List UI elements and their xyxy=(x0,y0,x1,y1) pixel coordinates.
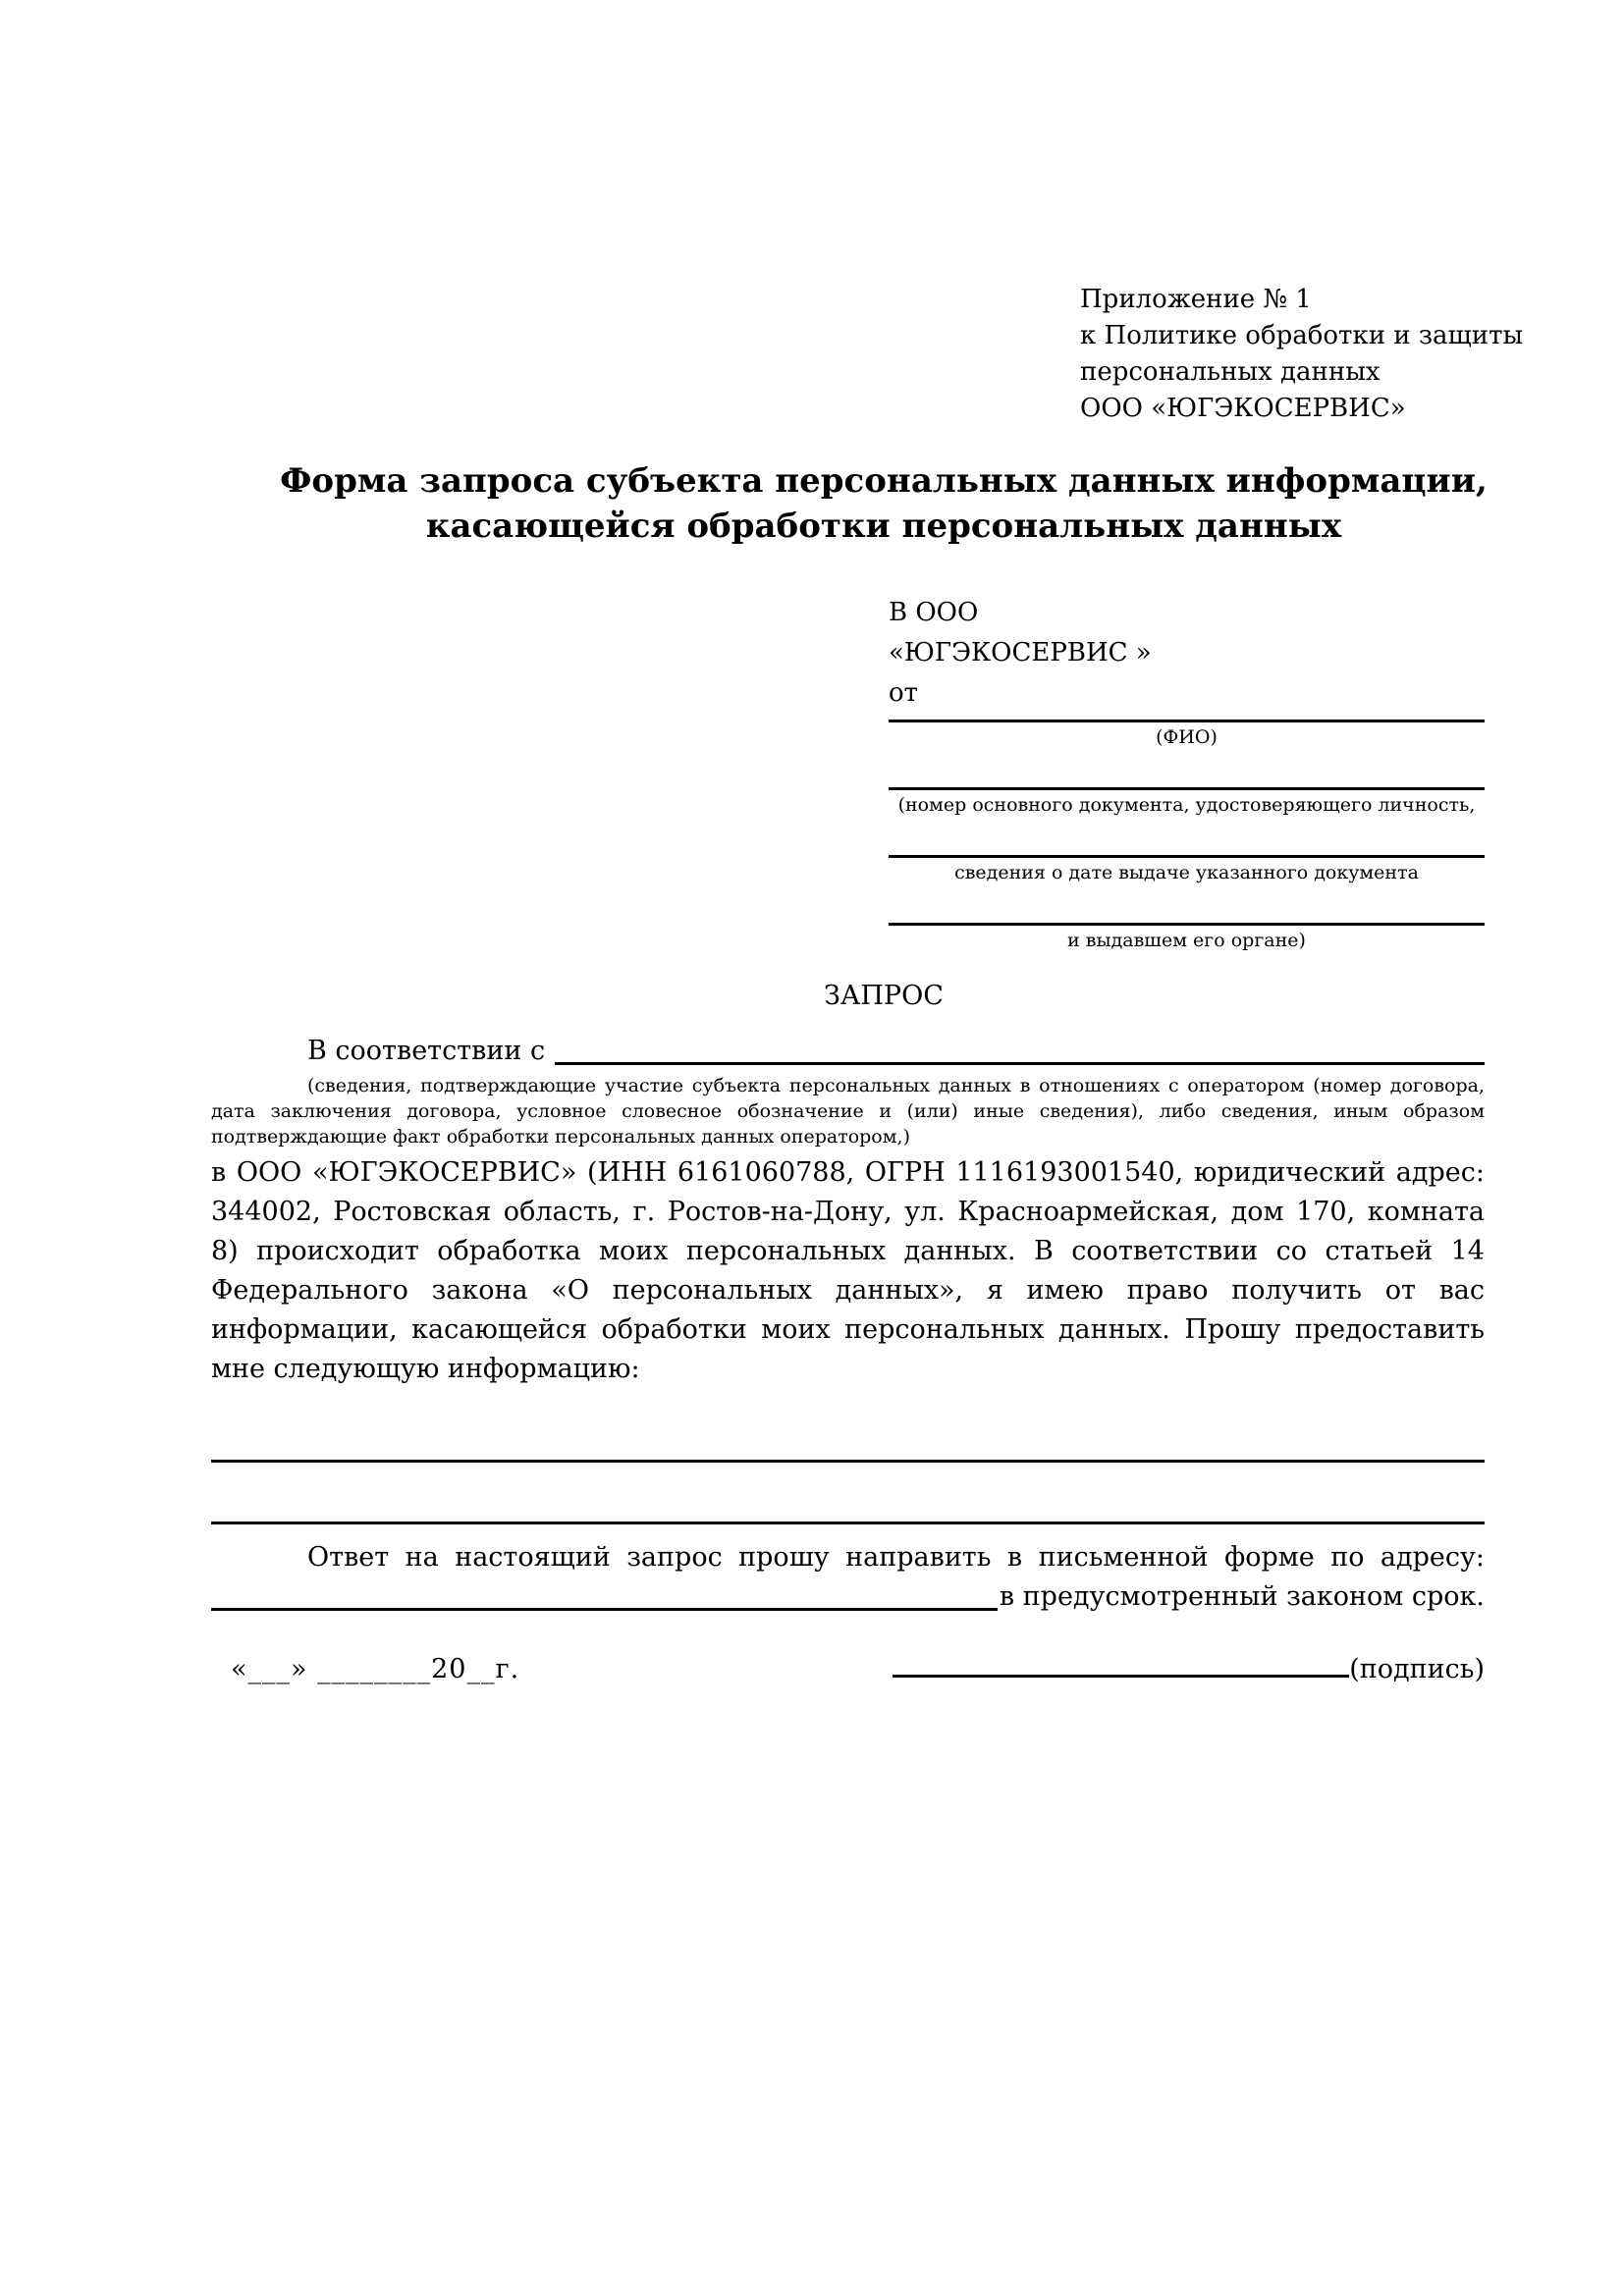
annex-line: Приложение № 1 xyxy=(1080,285,1312,314)
reply-suffix: в предусмотренный законом срок. xyxy=(999,1581,1485,1612)
basis-footnote: (сведения, подтверждающие участие субъекта персональных данных в отношениях с оператором (номер договора, дата заключения договора, условное словесное обозначение и (или) иные сведения), либо сведения, иным образом подтверждающие факт обработки персональных данных оператором,) xyxy=(211,1075,1485,1148)
body-paragraph: в ООО «ЮГЭКОСЕРВИС» (ИНН 6161060788, ОГРН 1116193001540, юридический адрес: 344002, Ростовская область, г. Ростов-на-Дону, ул. Красноармейская, дом 170, комната 8) происходит обработка моих персональных данных. В соответствии со статьей 14 Федерального закона «О персональных данных», я имею право получить от вас информации, касающейся обработки моих персональных данных. Прошу предоставить мне следующую информацию: xyxy=(211,1157,1485,1384)
date-blank: «___» ________20__г. xyxy=(231,1654,520,1684)
intro-row xyxy=(211,1032,1485,1071)
answer-blank-line-1 xyxy=(211,1460,1485,1463)
addressee-from-label: от xyxy=(889,678,919,708)
addressee-org-line1: В ООО xyxy=(889,598,979,627)
document-title xyxy=(72,458,1624,549)
answer-blank-line-2 xyxy=(211,1522,1485,1524)
fio-blank-line xyxy=(889,720,1485,722)
signature-blank-line xyxy=(893,1675,1349,1678)
document-number-blank-line xyxy=(889,787,1485,790)
date-signature-row xyxy=(211,1650,1485,1689)
issue-date-blank-line xyxy=(889,855,1485,858)
reply-address-blank-line xyxy=(211,1608,998,1611)
basis-blank-line xyxy=(555,1062,1485,1065)
reply-sentence: Ответ на настоящий запрос прошу направить в письменной форме по адресу: xyxy=(307,1542,1485,1573)
fio-caption: (ФИО) xyxy=(1156,726,1218,748)
signature-caption: (подпись) xyxy=(1349,1654,1485,1684)
annex-line: к Политике обработки и защиты xyxy=(1080,321,1524,350)
addressee-block xyxy=(889,593,1485,953)
request-heading: ЗАПРОС xyxy=(824,981,944,1011)
issuing-authority-blank-line xyxy=(889,923,1485,926)
intro-prefix: В соответствии с xyxy=(307,1036,546,1066)
annex-header xyxy=(1080,282,1524,427)
reply-address-row xyxy=(211,1577,1485,1617)
annex-line: персональных данных xyxy=(1080,357,1380,387)
document-title-line2: касающейся обработки персональных данных xyxy=(425,507,1342,546)
signature-group xyxy=(893,1650,1485,1689)
issue-date-caption: сведения о дате выдаче указанного документа xyxy=(954,862,1419,883)
annex-line: ООО «ЮГЭКОСЕРВИС» xyxy=(1080,394,1406,423)
document-title-line1: Форма запроса субъекта персональных данных информации, xyxy=(280,461,1488,501)
issuing-authority-caption: и выдавшем его органе) xyxy=(1067,930,1306,951)
addressee-org-line2: «ЮГЭКОСЕРВИС » xyxy=(889,638,1152,667)
document-number-caption: (номер основного документа, удостоверяющего личность, xyxy=(897,794,1476,816)
